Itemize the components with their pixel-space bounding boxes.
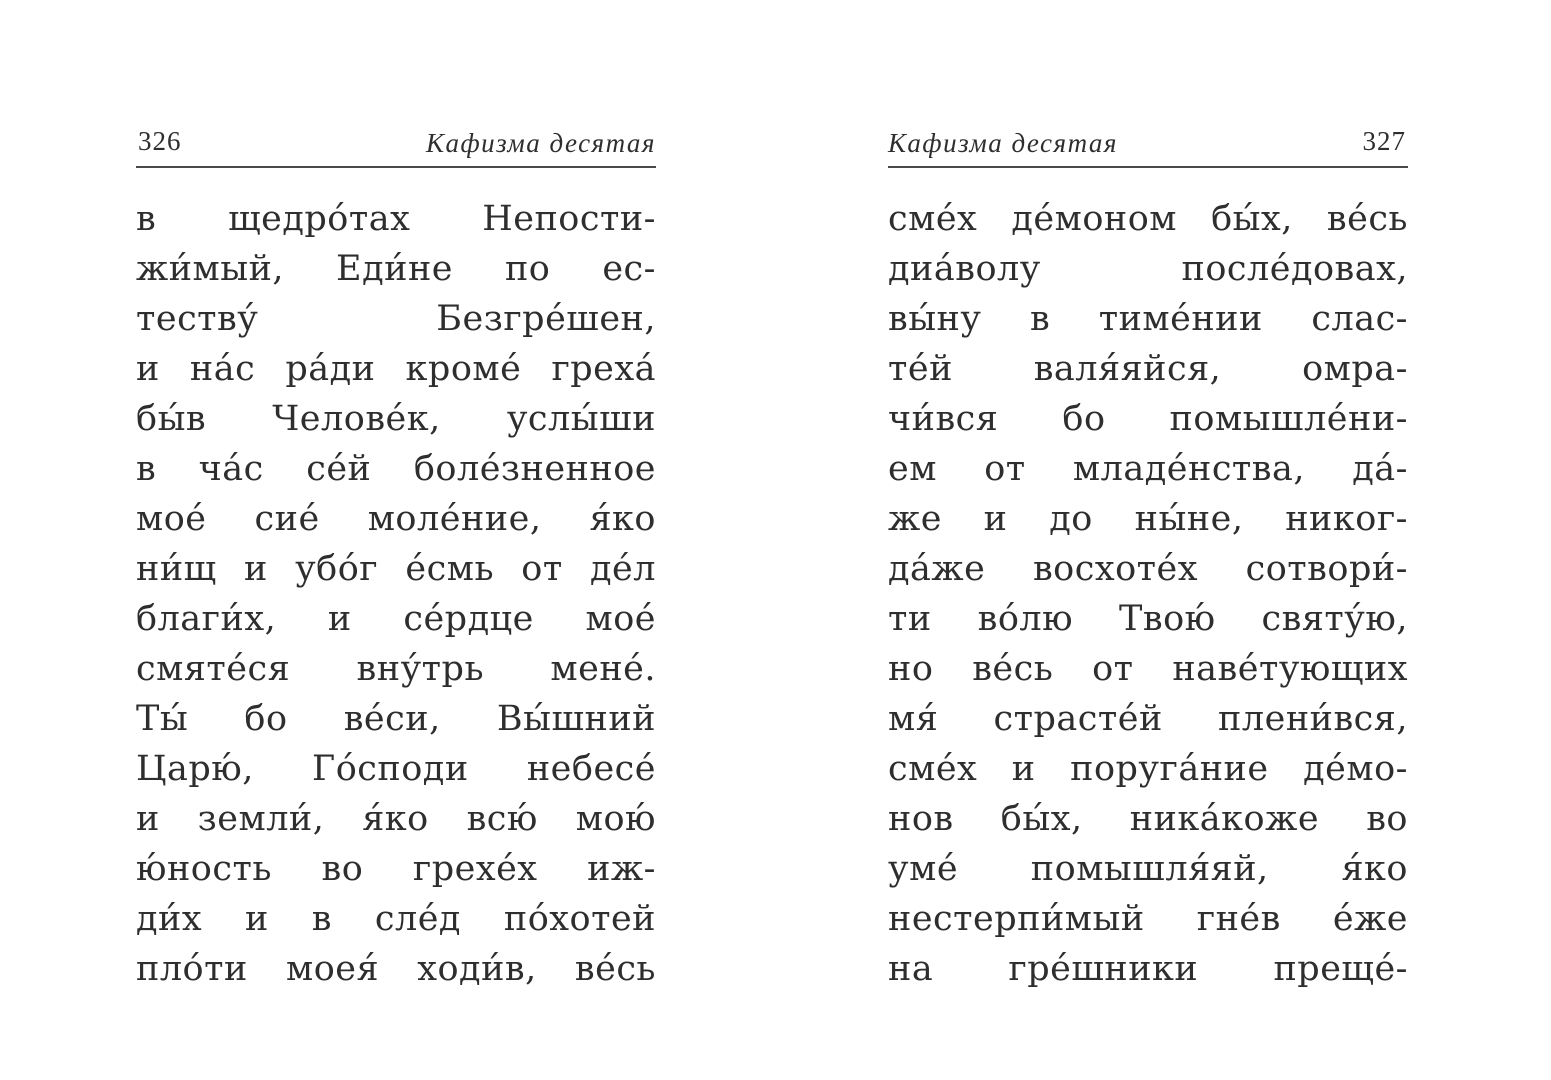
left-body-text <box>136 194 656 994</box>
text-line: ни́щ и убо́г е́смь от де́л <box>136 549 656 589</box>
text-line: ди́х и в сле́д по́хотей <box>136 899 656 939</box>
text-line: же и до ны́не, никог- <box>888 499 1408 539</box>
left-running-head <box>136 120 656 168</box>
text-line: смяте́ся вну́трь мене́. <box>136 649 656 689</box>
text-line: да́же восхоте́х сотвори́- <box>888 549 1408 589</box>
text-line: жи́мый, Еди́не по ес- <box>136 249 656 289</box>
text-line: ти во́лю Твою́ святу́ю, <box>888 599 1408 639</box>
text-line: вы́ну в тиме́нии слас- <box>888 299 1408 339</box>
text-line: нестерпи́мый гне́в е́же <box>888 899 1408 939</box>
text-line: пло́ти моея́ ходи́в, ве́сь <box>136 949 656 989</box>
text-line: но ве́сь от наве́тующих <box>888 649 1408 689</box>
text-line: сме́х де́моном бы́х, ве́сь <box>888 199 1408 239</box>
text-line: бы́в Челове́к, услы́ши <box>136 399 656 439</box>
left-section-title: Кафизма десятая <box>426 128 656 158</box>
left-page-number: 326 <box>138 126 182 156</box>
right-page-number: 327 <box>1362 126 1406 156</box>
text-line: чи́вся бо помышле́ни- <box>888 399 1408 439</box>
text-line: мя́ страсте́й плени́вся, <box>888 699 1408 739</box>
text-line: мое́ сие́ моле́ние, я́ко <box>136 499 656 539</box>
left-page <box>136 120 656 994</box>
text-line: в щедро́тах Непости- <box>136 199 656 239</box>
text-line: и земли́, я́ко всю́ мою́ <box>136 799 656 839</box>
text-line: на гре́шники преще́- <box>888 949 1408 989</box>
text-line: и на́с ра́ди кроме́ греха́ <box>136 349 656 389</box>
text-line: благи́х, и се́рдце мое́ <box>136 599 656 639</box>
text-line: Царю́, Го́споди небесе́ <box>136 749 656 789</box>
text-line: теству́ Безгре́шен, <box>136 299 656 339</box>
text-line: Ты́ бо ве́си, Вы́шний <box>136 699 656 739</box>
text-line: ем от младе́нства, да́- <box>888 449 1408 489</box>
text-line: сме́х и поруга́ние де́мо- <box>888 749 1408 789</box>
text-line: нов бы́х, ника́коже во <box>888 799 1408 839</box>
right-section-title: Кафизма десятая <box>888 128 1118 158</box>
text-line: уме́ помышля́яй, я́ко <box>888 849 1408 889</box>
right-running-head <box>888 120 1408 168</box>
text-line: диа́волу после́довах, <box>888 249 1408 289</box>
text-line: те́й валя́яйся, омра- <box>888 349 1408 389</box>
right-page <box>888 120 1408 994</box>
text-line: ю́ность во грехе́х иж- <box>136 849 656 889</box>
text-line: в ча́с се́й боле́зненное <box>136 449 656 489</box>
right-body-text <box>888 194 1408 994</box>
